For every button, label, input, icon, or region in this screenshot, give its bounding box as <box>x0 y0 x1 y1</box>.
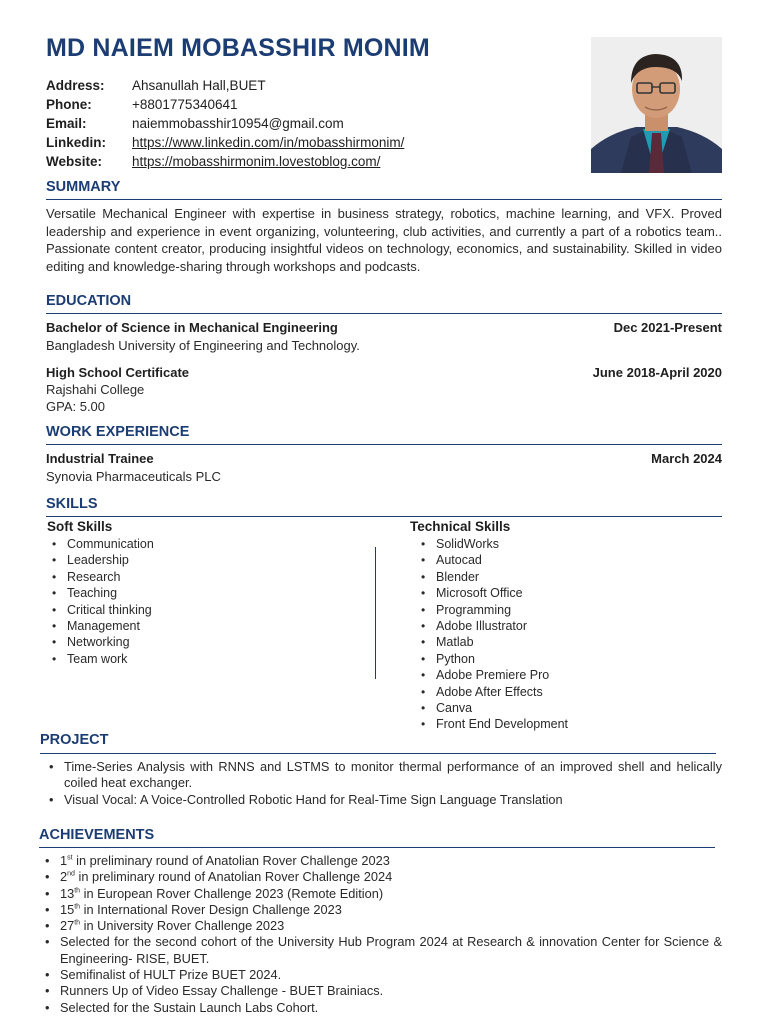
section-divider <box>46 313 722 314</box>
achievement-item <box>42 886 722 902</box>
work-heading: WORK EXPERIENCE <box>46 424 190 440</box>
contact-address <box>46 76 586 95</box>
achievement-item <box>42 902 722 918</box>
linkedin-link[interactable]: https://www.linkedin.com/in/mobasshirmonim/ <box>132 135 405 150</box>
website-link[interactable]: https://mobasshirmonim.lovestoblog.com/ <box>132 154 381 169</box>
technical-skill-item: • Python <box>415 651 715 667</box>
achievement-item <box>42 983 722 999</box>
contact-label: Website: <box>46 154 103 169</box>
achievement-text: Selected for the second cohort of the University Hub Program 2024 at Research & innovation Center for Science & Engineering- RISE, BUET. <box>60 934 722 966</box>
soft-skills-list <box>46 536 346 667</box>
technical-skill-item: • Programming <box>415 602 715 618</box>
soft-skill-item: • Leadership <box>46 552 346 568</box>
degree-date: June 2018-April 2020 <box>592 365 722 380</box>
work-date: March 2024 <box>651 451 722 466</box>
achievements-heading: ACHIEVEMENTS <box>39 827 155 843</box>
achievement-rank-suffix: th <box>74 919 81 927</box>
achievement-rank-suffix: st <box>67 854 73 862</box>
contact-linkedin <box>46 133 586 152</box>
soft-skill-item: • Communication <box>46 536 346 552</box>
soft-skill-item: • Team work <box>46 651 346 667</box>
achievement-text: in European Rover Challenge 2023 (Remote Edition) <box>80 885 384 901</box>
contact-value: +8801775340641 <box>132 97 238 112</box>
section-divider <box>39 847 715 848</box>
technical-skills-list <box>415 536 715 733</box>
technical-skill-item: • Adobe Illustrator <box>415 618 715 634</box>
achievement-text: in preliminary round of Anatolian Rover Challenge 2024 <box>74 869 393 885</box>
soft-skills-heading: Soft Skills <box>47 519 113 534</box>
contact-block <box>46 76 586 171</box>
work-item <box>46 451 722 466</box>
skills-column-divider <box>375 547 376 679</box>
achievement-rank-suffix: th <box>74 887 81 895</box>
project-list <box>46 759 722 808</box>
technical-skill-item: • SolidWorks <box>415 536 715 552</box>
achievement-item <box>42 853 722 869</box>
achievement-rank: 1 <box>60 853 68 868</box>
achievement-rank: 2 <box>60 869 68 885</box>
technical-skill-item: • Front End Development <box>415 716 715 732</box>
achievement-item <box>42 918 722 934</box>
summary-text: Versatile Mechanical Engineer with expertise in business strategy, robotics, machine learning, and VFX. Proved leadership and experience in event organizing, volunteering, club activities, and currently a part of a robotics team.. Passionate content creator, producing insightful videos on technology, economics, and sustainability. Skilled in video editing and knowledge-sharing through workshops and podcasts. <box>46 206 722 274</box>
technical-skill-item: • Adobe Premiere Pro <box>415 667 715 683</box>
gpa: GPA: 5.00 <box>46 399 106 414</box>
achievement-rank-suffix: th <box>74 903 81 911</box>
achievement-rank-suffix: nd <box>67 871 75 879</box>
project-heading: PROJECT <box>40 732 109 748</box>
section-divider <box>46 444 722 445</box>
soft-skill-item: • Research <box>46 569 346 585</box>
candidate-name: MD NAIEM MOBASSHIR MONIM <box>46 34 430 62</box>
degree-title: Bachelor of Science in Mechanical Engineering <box>46 320 338 335</box>
profile-photo <box>591 37 722 173</box>
soft-skill-item: • Teaching <box>46 585 346 601</box>
section-divider <box>40 753 716 754</box>
technical-skill-item: • Matlab <box>415 634 715 650</box>
project-item: • Visual Vocal: A Voice-Controlled Robotic Hand for Real-Time Sign Language Translation <box>46 792 722 808</box>
work-company: Synovia Pharmaceuticals PLC <box>46 469 221 484</box>
technical-skill-item: • Microsoft Office <box>415 585 715 601</box>
achievement-text: Semifinalist of HULT Prize BUET 2024. <box>60 967 282 983</box>
soft-skill-item: • Networking <box>46 634 346 650</box>
achievements-list <box>42 853 722 1016</box>
school-name: Rajshahi College <box>46 382 145 397</box>
work-role: Industrial Trainee <box>46 451 154 466</box>
achievement-rank: 13 <box>60 885 75 901</box>
summary-heading: SUMMARY <box>46 179 121 195</box>
contact-website <box>46 152 586 171</box>
achievement-item <box>42 1000 722 1016</box>
contact-email <box>46 114 586 133</box>
section-divider <box>46 199 722 200</box>
achievement-text: in preliminary round of Anatolian Rover Challenge 2023 <box>72 853 390 868</box>
achievement-text: Runners Up of Video Essay Challenge - BUET Brainiacs. <box>60 983 384 999</box>
achievement-rank: 27 <box>60 918 75 934</box>
achievement-text: in International Rover Design Challenge 2023 <box>80 901 342 917</box>
soft-skill-item: • Management <box>46 618 346 634</box>
contact-phone <box>46 95 586 114</box>
section-divider <box>46 516 722 517</box>
achievement-item <box>42 967 722 983</box>
soft-skill-item: • Critical thinking <box>46 602 346 618</box>
achievement-text: in University Rover Challenge 2023 <box>80 918 285 934</box>
technical-skill-item: • Canva <box>415 700 715 716</box>
education-heading: EDUCATION <box>46 293 132 309</box>
education-item <box>46 365 722 380</box>
degree-date: Dec 2021-Present <box>613 320 722 335</box>
contact-label: Phone: <box>46 97 92 112</box>
technical-skill-item: • Adobe After Effects <box>415 684 715 700</box>
degree-title: High School Certificate <box>46 365 190 380</box>
contact-value: Ahsanullah Hall,BUET <box>132 78 266 93</box>
achievement-text: Selected for the Sustain Launch Labs Cohort. <box>60 999 319 1015</box>
education-item <box>46 320 722 335</box>
school-name: Bangladesh University of Engineering and Technology. <box>46 338 360 353</box>
skills-heading: SKILLS <box>46 496 98 512</box>
achievement-item <box>42 869 722 885</box>
technical-skill-item: • Blender <box>415 569 715 585</box>
contact-label: Email: <box>46 116 87 131</box>
achievement-rank: 15 <box>60 901 75 917</box>
contact-label: Linkedin: <box>46 135 106 150</box>
contact-label: Address: <box>46 78 105 93</box>
contact-value: naiemmobasshir10954@gmail.com <box>132 116 344 131</box>
technical-skills-heading: Technical Skills <box>410 519 511 534</box>
technical-skill-item: • Autocad <box>415 552 715 568</box>
achievement-item <box>42 934 722 967</box>
project-item: • Time-Series Analysis with RNNS and LSTMS to monitor thermal performance of an improved shell and helically coiled heat exchanger. <box>46 759 722 792</box>
